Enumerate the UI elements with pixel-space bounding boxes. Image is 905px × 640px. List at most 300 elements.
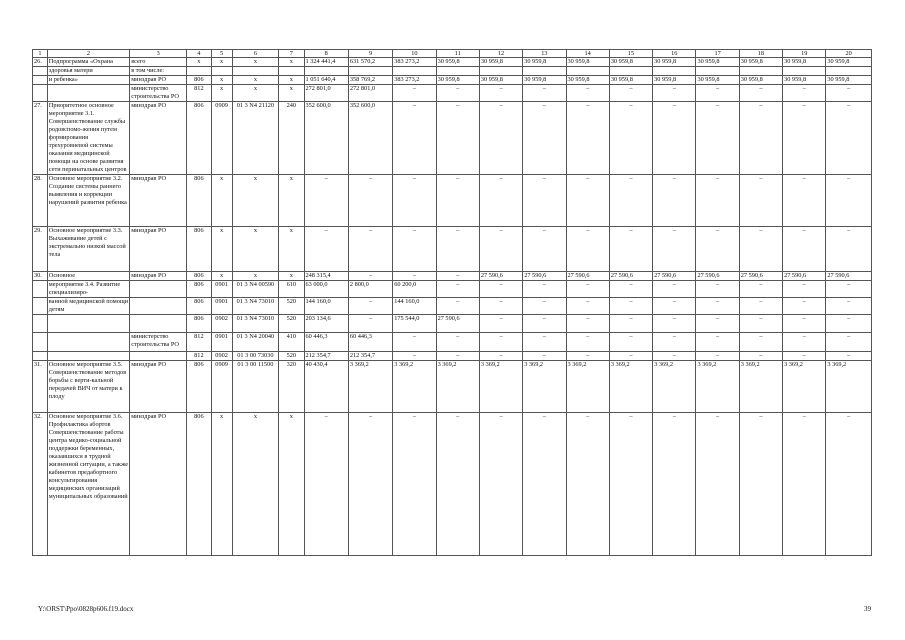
- table-cell: –: [739, 315, 782, 333]
- column-number: 4: [187, 50, 211, 58]
- table-cell: –: [479, 102, 522, 175]
- table-cell: 240: [279, 102, 304, 175]
- table-cell: –: [609, 315, 652, 333]
- executor: минздрав РО: [130, 175, 187, 227]
- column-number: 3: [130, 50, 187, 58]
- table-cell: 3 369,2: [739, 361, 782, 413]
- table-cell: 01 3 00 11500: [232, 361, 278, 413]
- table-cell: –: [523, 102, 566, 175]
- row-number: 31.: [33, 361, 48, 413]
- table-cell: 30 959,8: [826, 76, 872, 85]
- table-cell: –: [609, 413, 652, 556]
- table-cell: 40 430,4: [304, 361, 348, 413]
- table-cell: –: [783, 298, 826, 315]
- table-cell: 30 959,8: [609, 76, 652, 85]
- table-cell: –: [826, 333, 872, 352]
- column-number: 9: [348, 50, 392, 58]
- table-cell: –: [436, 352, 479, 361]
- table-cell: –: [523, 85, 566, 102]
- table-cell: 212 354,7: [304, 352, 348, 361]
- column-number-row: [33, 50, 872, 58]
- table-cell: 63 000,0: [304, 281, 348, 298]
- table-cell: –: [826, 227, 872, 272]
- column-number: 10: [393, 50, 436, 58]
- table-cell: –: [783, 315, 826, 333]
- executor: министерство строительства РО: [130, 333, 187, 352]
- table-cell: 520: [279, 298, 304, 315]
- table-row: [33, 315, 872, 333]
- table-cell: –: [783, 352, 826, 361]
- table-cell: –: [609, 281, 652, 298]
- table-cell: –: [393, 272, 436, 281]
- table-row: [33, 281, 872, 298]
- table-cell: х: [232, 175, 278, 227]
- table-cell: [279, 67, 304, 76]
- table-cell: 27 590,6: [653, 272, 696, 281]
- table-cell: 806: [187, 102, 211, 175]
- table-cell: –: [523, 333, 566, 352]
- column-number: 2: [47, 50, 129, 58]
- table-cell: –: [826, 352, 872, 361]
- column-number: 12: [479, 50, 522, 58]
- table-cell: –: [653, 175, 696, 227]
- program-name: Основное: [47, 272, 129, 281]
- table-cell: –: [739, 281, 782, 298]
- table-cell: 60 446,3: [348, 333, 392, 352]
- table-row: [33, 333, 872, 352]
- table-cell: 2 800,0: [348, 281, 392, 298]
- table-cell: 0909: [211, 102, 232, 175]
- table-cell: 3 369,2: [826, 361, 872, 413]
- program-name: [47, 315, 129, 333]
- table-cell: 3 369,2: [609, 361, 652, 413]
- table-cell: –: [826, 315, 872, 333]
- column-number: 17: [696, 50, 739, 58]
- table-cell: [653, 67, 696, 76]
- table-cell: х: [211, 76, 232, 85]
- program-name: и ребенка»: [47, 76, 129, 85]
- table-cell: 272 801,0: [304, 85, 348, 102]
- table-cell: –: [523, 175, 566, 227]
- table-cell: [523, 67, 566, 76]
- table-cell: –: [348, 175, 392, 227]
- table-cell: х: [279, 76, 304, 85]
- table-cell: 27 590,6: [479, 272, 522, 281]
- table-cell: –: [783, 102, 826, 175]
- executor: всего: [130, 58, 187, 67]
- table-cell: –: [696, 333, 739, 352]
- table-cell: 27 590,6: [739, 272, 782, 281]
- table-cell: –: [523, 298, 566, 315]
- executor: [130, 281, 187, 298]
- file-path: Y:\ORST\Ppo\0828p606.f19.docx: [38, 605, 134, 613]
- program-name: Основное мероприятие 3.6. Профилактика абортов Совершенствование работы центра медико-социальной поддержки беременных, оказавшихся в трудной жизненной ситуации, а также кабинетов предабортного консультирования медицинских организаций муниципальных образований: [47, 413, 129, 556]
- table-cell: 3 369,2: [653, 361, 696, 413]
- column-number: 19: [783, 50, 826, 58]
- table-cell: –: [479, 85, 522, 102]
- table-row: [33, 85, 872, 102]
- program-name: Подпрограмма «Охрана: [47, 58, 129, 67]
- table-cell: 30 959,8: [826, 58, 872, 67]
- table-cell: 358 769,2: [348, 76, 392, 85]
- executor: минздрав РО: [130, 227, 187, 272]
- table-cell: 352 600,0: [348, 102, 392, 175]
- table-cell: –: [566, 281, 609, 298]
- table-cell: [393, 67, 436, 76]
- table-cell: [826, 67, 872, 76]
- table-cell: –: [609, 333, 652, 352]
- table-row: [33, 67, 872, 76]
- table-cell: 01 3 N4 73010: [232, 298, 278, 315]
- table-cell: 30 959,8: [653, 76, 696, 85]
- page-number: 39: [864, 605, 871, 613]
- table-cell: 806: [187, 298, 211, 315]
- row-number: [33, 67, 48, 76]
- table-cell: –: [696, 298, 739, 315]
- table-cell: –: [523, 413, 566, 556]
- table-cell: [304, 67, 348, 76]
- table-cell: 30 959,8: [696, 58, 739, 67]
- row-number: 32.: [33, 413, 48, 556]
- table-cell: –: [783, 175, 826, 227]
- table-cell: –: [609, 298, 652, 315]
- row-number: [33, 352, 48, 361]
- table-cell: 30 959,8: [739, 58, 782, 67]
- table-cell: х: [279, 272, 304, 281]
- table-cell: –: [653, 352, 696, 361]
- table-cell: –: [566, 102, 609, 175]
- table-cell: –: [739, 413, 782, 556]
- table-cell: 30 959,8: [479, 76, 522, 85]
- program-name: Основное мероприятие 3.5. Совершенствование методов борьбы с верти-кальной передачей ВИЧ от матери к плоду: [47, 361, 129, 413]
- table-cell: 631 570,2: [348, 58, 392, 67]
- table-cell: 0902: [211, 315, 232, 333]
- table-cell: –: [783, 281, 826, 298]
- table-cell: 806: [187, 361, 211, 413]
- table-cell: х: [279, 227, 304, 272]
- table-cell: –: [739, 85, 782, 102]
- table-cell: –: [653, 227, 696, 272]
- table-cell: [696, 67, 739, 76]
- table-cell: 272 801,0: [348, 85, 392, 102]
- table-cell: –: [393, 352, 436, 361]
- program-name: [47, 333, 129, 352]
- table-cell: –: [739, 102, 782, 175]
- table-cell: –: [696, 413, 739, 556]
- row-number: [33, 281, 48, 298]
- table-cell: 320: [279, 361, 304, 413]
- table-cell: 0901: [211, 281, 232, 298]
- table-cell: –: [609, 102, 652, 175]
- table-cell: 3 369,2: [566, 361, 609, 413]
- table-cell: –: [523, 281, 566, 298]
- table-cell: –: [304, 227, 348, 272]
- table-row: [33, 352, 872, 361]
- table-cell: –: [348, 413, 392, 556]
- table-cell: 30 959,8: [696, 76, 739, 85]
- table-cell: 610: [279, 281, 304, 298]
- table-cell: х: [211, 58, 232, 67]
- table-cell: 3 369,2: [479, 361, 522, 413]
- table-cell: –: [739, 298, 782, 315]
- table-cell: –: [566, 352, 609, 361]
- table-cell: 806: [187, 315, 211, 333]
- table-cell: 30 959,8: [436, 58, 479, 67]
- table-cell: –: [479, 175, 522, 227]
- table-cell: х: [187, 58, 211, 67]
- table-cell: –: [653, 413, 696, 556]
- table-cell: –: [436, 333, 479, 352]
- table-cell: –: [609, 85, 652, 102]
- table-cell: [739, 67, 782, 76]
- table-cell: –: [739, 175, 782, 227]
- table-cell: 352 600,0: [304, 102, 348, 175]
- table-cell: –: [436, 298, 479, 315]
- table-cell: х: [232, 413, 278, 556]
- table-cell: 27 590,6: [609, 272, 652, 281]
- table-cell: [348, 67, 392, 76]
- table-cell: 410: [279, 333, 304, 352]
- program-name: здоровья матери: [47, 67, 129, 76]
- table-cell: 0902: [211, 352, 232, 361]
- table-cell: х: [211, 413, 232, 556]
- table-cell: –: [436, 227, 479, 272]
- table-cell: –: [696, 85, 739, 102]
- column-number: 14: [566, 50, 609, 58]
- table-cell: –: [348, 298, 392, 315]
- table-cell: [187, 67, 211, 76]
- table-cell: –: [523, 352, 566, 361]
- table-cell: –: [348, 315, 392, 333]
- table-cell: –: [393, 227, 436, 272]
- table-cell: 3 369,2: [436, 361, 479, 413]
- table-cell: –: [523, 227, 566, 272]
- table-cell: х: [232, 76, 278, 85]
- table-cell: 806: [187, 281, 211, 298]
- table-cell: х: [279, 413, 304, 556]
- table-cell: [232, 67, 278, 76]
- table-cell: [479, 67, 522, 76]
- table-cell: х: [211, 85, 232, 102]
- table-row: [33, 175, 872, 227]
- table-cell: 27 590,6: [826, 272, 872, 281]
- table-cell: 3 369,2: [348, 361, 392, 413]
- table-cell: 175 544,0: [393, 315, 436, 333]
- table-cell: 27 590,6: [523, 272, 566, 281]
- table-cell: 3 369,2: [696, 361, 739, 413]
- table-cell: –: [653, 333, 696, 352]
- table-cell: 806: [187, 413, 211, 556]
- budget-table: [32, 49, 872, 556]
- table-cell: –: [653, 298, 696, 315]
- table-cell: 812: [187, 352, 211, 361]
- program-name: [47, 85, 129, 102]
- table-cell: –: [436, 272, 479, 281]
- table-cell: –: [739, 227, 782, 272]
- table-cell: 144 160,0: [393, 298, 436, 315]
- row-number: [33, 315, 48, 333]
- table-cell: –: [783, 413, 826, 556]
- program-name: Приоритетное основное мероприятие 3.1. Совершенствование службы родовспомо-жения путем формирования трехуровневой системы оказания медицинской помощи на основе развития сети перинатальных центров: [47, 102, 129, 175]
- table-cell: –: [304, 413, 348, 556]
- table-cell: –: [479, 298, 522, 315]
- table-cell: 248 315,4: [304, 272, 348, 281]
- table-cell: 3 369,2: [523, 361, 566, 413]
- table-cell: 27 590,6: [696, 272, 739, 281]
- table-cell: 806: [187, 227, 211, 272]
- table-cell: –: [566, 315, 609, 333]
- row-number: [33, 333, 48, 352]
- table-cell: –: [826, 85, 872, 102]
- table-cell: 812: [187, 85, 211, 102]
- table-cell: –: [348, 227, 392, 272]
- program-name: [47, 352, 129, 361]
- table-cell: 144 160,0: [304, 298, 348, 315]
- table-cell: –: [696, 352, 739, 361]
- column-number: 6: [232, 50, 278, 58]
- table-cell: –: [609, 227, 652, 272]
- table-cell: –: [783, 333, 826, 352]
- table-cell: –: [393, 413, 436, 556]
- table-cell: –: [739, 333, 782, 352]
- table-cell: [783, 67, 826, 76]
- column-number: 13: [523, 50, 566, 58]
- table-cell: 212 354,7: [348, 352, 392, 361]
- table-cell: –: [696, 227, 739, 272]
- table-cell: х: [279, 85, 304, 102]
- table-cell: 383 273,2: [393, 58, 436, 67]
- table-cell: 0901: [211, 333, 232, 352]
- table-cell: 30 959,8: [783, 58, 826, 67]
- table-cell: 27 590,6: [783, 272, 826, 281]
- row-number: 29.: [33, 227, 48, 272]
- column-number: 8: [304, 50, 348, 58]
- table-cell: –: [479, 413, 522, 556]
- table-cell: 806: [187, 175, 211, 227]
- row-number: [33, 76, 48, 85]
- table-cell: –: [479, 227, 522, 272]
- table-cell: –: [304, 175, 348, 227]
- row-number: 27.: [33, 102, 48, 175]
- program-name: Основное мероприятие 3.3. Выхаживание детей с экстремально низкой массой тела: [47, 227, 129, 272]
- table-cell: –: [479, 315, 522, 333]
- table-cell: [609, 67, 652, 76]
- table-cell: –: [653, 102, 696, 175]
- executor: минздрав РО: [130, 272, 187, 281]
- table-cell: –: [393, 175, 436, 227]
- table-cell: 01 3 N4 20040: [232, 333, 278, 352]
- executor: [130, 298, 187, 315]
- table-cell: –: [739, 352, 782, 361]
- table-cell: –: [566, 413, 609, 556]
- table-cell: 30 959,8: [783, 76, 826, 85]
- table-cell: х: [279, 58, 304, 67]
- table-row: [33, 413, 872, 556]
- table-cell: 806: [187, 76, 211, 85]
- table-cell: 30 959,8: [609, 58, 652, 67]
- table-cell: –: [696, 175, 739, 227]
- table-cell: 30 959,8: [523, 58, 566, 67]
- column-number: 5: [211, 50, 232, 58]
- table-cell: –: [696, 281, 739, 298]
- table-cell: х: [211, 272, 232, 281]
- table-cell: х: [211, 175, 232, 227]
- executor: минздрав РО: [130, 361, 187, 413]
- row-number: [33, 85, 48, 102]
- executor: в том числе:: [130, 67, 187, 76]
- table-cell: 01 3 00 73030: [232, 352, 278, 361]
- table-cell: –: [566, 227, 609, 272]
- table-cell: –: [479, 333, 522, 352]
- executor: минздрав РО: [130, 76, 187, 85]
- column-number: 20: [826, 50, 872, 58]
- table-cell: 0909: [211, 361, 232, 413]
- table-cell: –: [436, 175, 479, 227]
- table-cell: х: [211, 227, 232, 272]
- table-cell: 3 369,2: [783, 361, 826, 413]
- table-cell: –: [436, 413, 479, 556]
- executor: минздрав РО: [130, 413, 187, 556]
- table-cell: 30 959,8: [566, 76, 609, 85]
- table-cell: 30 959,8: [739, 76, 782, 85]
- table-cell: –: [566, 333, 609, 352]
- table-cell: х: [232, 227, 278, 272]
- table-cell: –: [826, 281, 872, 298]
- table-cell: 01 3 N4 73010: [232, 315, 278, 333]
- table-cell: х: [232, 85, 278, 102]
- table-cell: –: [393, 333, 436, 352]
- table-cell: 27 590,6: [436, 315, 479, 333]
- row-number: 26.: [33, 58, 48, 67]
- table-row: [33, 361, 872, 413]
- table-cell: 01 3 N4 00590: [232, 281, 278, 298]
- table-cell: 30 959,8: [436, 76, 479, 85]
- column-number: 11: [436, 50, 479, 58]
- table-cell: 1 051 640,4: [304, 76, 348, 85]
- table-row: [33, 227, 872, 272]
- column-number: 1: [33, 50, 48, 58]
- table-row: [33, 272, 872, 281]
- column-number: 15: [609, 50, 652, 58]
- table-cell: 60 446,3: [304, 333, 348, 352]
- table-cell: 806: [187, 272, 211, 281]
- table-cell: –: [609, 352, 652, 361]
- table-cell: 1 324 441,4: [304, 58, 348, 67]
- table-cell: –: [436, 102, 479, 175]
- table-cell: –: [696, 315, 739, 333]
- table-cell: –: [696, 102, 739, 175]
- program-name: ванной медицинской помощи детям: [48, 298, 129, 313]
- executor: [130, 315, 187, 333]
- table-cell: 27 590,6: [566, 272, 609, 281]
- table-cell: –: [653, 85, 696, 102]
- table-cell: 812: [187, 333, 211, 352]
- table-cell: –: [783, 227, 826, 272]
- table-cell: [211, 67, 232, 76]
- table-cell: –: [348, 272, 392, 281]
- table-row: [33, 298, 872, 315]
- table-cell: 0901: [211, 298, 232, 315]
- table-cell: –: [826, 175, 872, 227]
- table-cell: –: [523, 315, 566, 333]
- column-number: 16: [653, 50, 696, 58]
- table-row: [33, 102, 872, 175]
- table-cell: 3 369,2: [393, 361, 436, 413]
- table-cell: –: [566, 175, 609, 227]
- executor: минздрав РО: [130, 102, 187, 175]
- column-number: 18: [739, 50, 782, 58]
- table-cell: –: [826, 413, 872, 556]
